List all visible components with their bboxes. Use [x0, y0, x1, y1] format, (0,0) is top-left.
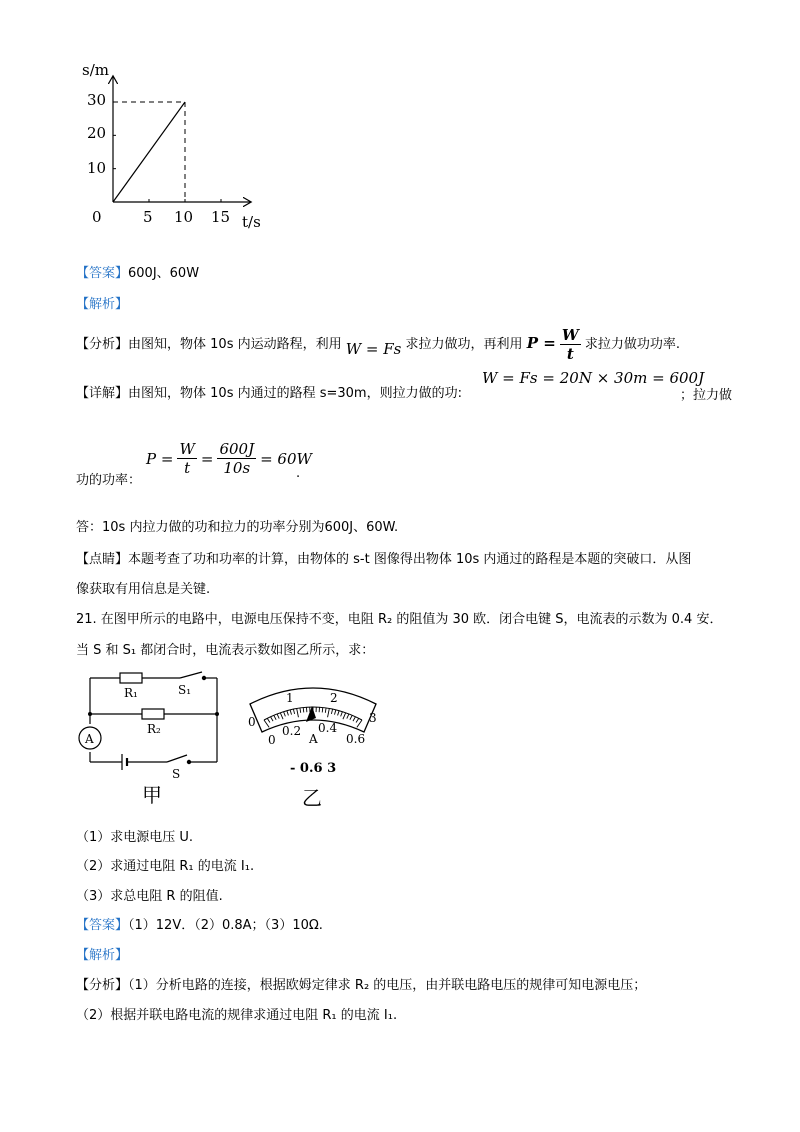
x-tick-label: 10: [174, 208, 194, 226]
q20-fenxi-line: [76, 326, 680, 363]
scale-tick: [297, 708, 299, 717]
q21-answer-line: [76, 914, 323, 933]
answer-text: （1）12V．（2）0.8A；（3）10Ω.: [128, 918, 323, 933]
label-s1: S₁: [178, 683, 192, 697]
dianjing-text-2: 像获取有用信息是关键.: [76, 582, 211, 597]
formula-w-over-t: $\frac{W}{t}$: [561, 326, 579, 363]
q20-conclusion: 答：10s 内拉力做的功和拉力的功率分别为600J、60W.: [76, 520, 399, 535]
label-s: S: [172, 767, 181, 781]
series-line: [113, 102, 185, 202]
answer-tag: 【答案】: [76, 918, 129, 933]
scale-tick: [350, 715, 352, 719]
scale-bottom-label: 0: [268, 733, 276, 747]
dianjing-text-1: 本题考查了功和功率的计算，由物体的 s-t 图像得出物体 10s 内通过的路程是本题的突破口．从图: [128, 552, 692, 567]
scale-tick: [331, 709, 332, 714]
circuit-diagram: [72, 664, 232, 804]
x-tick-label: 15: [211, 208, 231, 226]
power-end: .: [296, 466, 301, 481]
q21-sub1: （1）求电源电压 U.: [76, 830, 194, 845]
scale-tick: [338, 711, 340, 716]
s-t-graph: [70, 55, 290, 235]
scale-tick: [267, 718, 270, 722]
scale-bottom-label: 0.6: [346, 732, 366, 746]
scale-tick: [300, 708, 301, 713]
q21-sub2: （2）求通过电阻 R₁ 的电流 I₁.: [76, 859, 255, 874]
q20-xiangjie-line: [76, 382, 462, 401]
y-axis-label: s/m: [82, 61, 109, 79]
y-tick-label: 30: [87, 91, 107, 109]
work-formula: W = Fs = 20N × 30m = 600J: [482, 369, 705, 387]
scale-tick: [290, 710, 291, 715]
scale-tick: [343, 713, 346, 719]
scale-top-label: 2: [330, 691, 338, 705]
q21-fenxi-2: （2）根据并联电路电流的规律求通过电阻 R₁ 的电流 I₁.: [76, 1008, 398, 1023]
q20-answer-line: [76, 262, 199, 281]
answer-text: 600J、60W: [128, 266, 200, 281]
meter-unit: A: [309, 732, 318, 746]
scale-tick: [274, 715, 276, 719]
scale-tick: [284, 712, 286, 717]
caption-yi: 乙: [302, 786, 322, 810]
xiangjie-text-2: ；拉力做: [680, 388, 733, 403]
answer-tag: 【答案】: [76, 266, 129, 281]
scale-tick: [356, 718, 359, 722]
q20-dianjing-line: [76, 548, 691, 567]
scale-tick: [334, 710, 335, 715]
scale-bottom-label: 0.2: [282, 724, 302, 738]
fenxi-text-1: 由图知，物体 10s 内运动路程，利用: [128, 337, 342, 352]
scale-tick: [293, 709, 294, 714]
formula-p: P =: [526, 334, 556, 352]
scale-tick: [347, 714, 349, 719]
dianjing-tag: 【点睛】: [76, 552, 129, 567]
ammeter-dial: [238, 680, 388, 810]
scale-bottom-label: 0.4: [318, 721, 338, 735]
power-formula: P = $\frac{W}{t}$ = $\frac{600J}{10s}$ = 60W: [146, 440, 312, 477]
power-label: 功的功率：: [76, 473, 142, 488]
x-tick-label: 5: [143, 208, 153, 226]
scale-tick: [341, 712, 343, 717]
q21-sub3: （3）求总电阻 R 的阻值.: [76, 889, 223, 904]
scale-tick: [303, 708, 304, 713]
scale-top-label: 3: [369, 711, 377, 725]
xiangjie-tag: 【详解】: [76, 386, 129, 401]
scale-tick: [325, 708, 326, 713]
origin-label: 0: [92, 208, 102, 226]
meter-terminals: - 0.6 3: [290, 761, 337, 776]
scale-tick: [353, 717, 356, 721]
label-r1: R₁: [124, 686, 138, 700]
scale-top-label: 1: [286, 691, 294, 705]
label-a: A: [85, 732, 94, 746]
scale-tick: [357, 720, 362, 727]
y-tick-label: 10: [87, 159, 107, 177]
jiexi-tag: 【解析】: [76, 948, 129, 963]
q21-stem-1: 21. 在图甲所示的电路中，电源电压保持不变，电阻 R₂ 的阻值为 30 欧．闭合电键 S，电流表的示数为 0.4 安．: [76, 612, 723, 627]
scale-tick: [280, 713, 283, 719]
caption-jia: 甲: [142, 783, 162, 804]
scale-tick: [277, 714, 279, 719]
fenxi-text-2: 求拉力做功，再利用: [405, 337, 523, 352]
q21-stem-2: 当 S 和 S₁ 都闭合时，电流表示数如图乙所示，求：: [76, 643, 375, 658]
scale-top-label: 0: [248, 715, 256, 729]
scale-tick: [322, 708, 323, 713]
fenxi-text-3: 求拉力做功功率.: [584, 337, 681, 352]
scale-tick: [328, 708, 330, 717]
label-r2: R₂: [147, 722, 161, 736]
resistor-r1: [120, 673, 142, 683]
resistor-r2: [142, 709, 164, 719]
jiexi-tag: 【解析】: [76, 297, 129, 312]
q21-fenxi-1: 【分析】（1）分析电路的连接，根据欧姆定律求 R₂ 的电压，由并联电路电压的规律可知电源电压；: [76, 978, 647, 993]
xiangjie-text-1: 由图知，物体 10s 内通过的路程 s=30m，则拉力做的功:: [128, 386, 462, 401]
fenxi-tag: 【分析】: [76, 978, 129, 993]
fenxi-tag: 【分析】: [76, 337, 129, 352]
scale-tick: [271, 717, 274, 721]
scale-tick: [287, 711, 289, 716]
x-axis-label: t/s: [242, 213, 261, 231]
y-tick-label: 20: [87, 124, 107, 142]
scale-tick: [264, 720, 269, 727]
formula-w-fs: W = Fs: [345, 340, 402, 358]
